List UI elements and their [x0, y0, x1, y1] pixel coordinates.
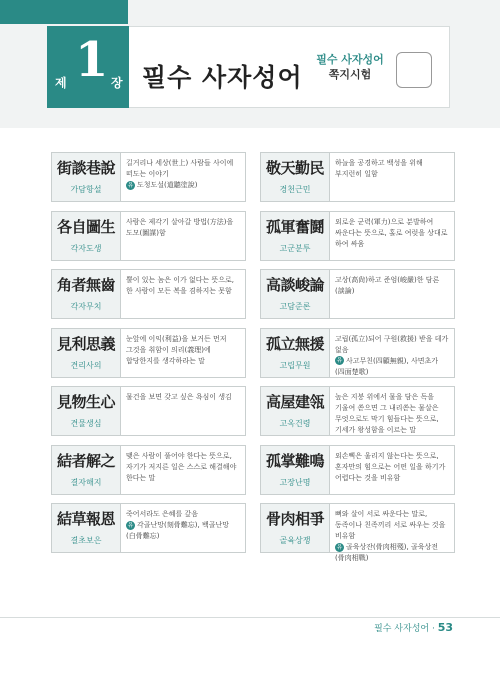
idiom-reading: 각자도생 — [70, 243, 102, 253]
related-mark-icon: 유 — [336, 357, 343, 364]
idiom-meaning-block — [335, 217, 451, 250]
quiz-tag-line2: 쪽지시험 — [328, 68, 372, 81]
idiom-reading: 각자무치 — [70, 302, 102, 311]
idiom-hanja: 骨肉相爭 — [265, 510, 324, 528]
idiom-card — [260, 328, 455, 378]
idiom-hanja: 高屋建瓴 — [265, 393, 324, 411]
header-accent-bar — [0, 0, 128, 24]
idiom-card-header — [261, 329, 330, 377]
idiom-meaning-block — [126, 392, 242, 403]
chapter-badge — [47, 26, 129, 108]
idiom-hanja: 孤掌難鳴 — [265, 451, 324, 470]
idiom-card-header — [261, 270, 330, 318]
related-mark-icon: 유 — [127, 521, 134, 529]
idiom-reading: 고옥건령 — [279, 419, 311, 428]
idiom-card-header — [52, 446, 121, 494]
page-title: 필수 사자성어 — [142, 63, 303, 92]
quiz-score-box[interactable] — [396, 52, 432, 88]
idiom-meaning-block — [126, 275, 242, 297]
idiom-meaning-block — [335, 275, 451, 297]
idiom-card — [260, 386, 455, 436]
idiom-reading: 결자해지 — [70, 477, 102, 487]
idiom-card — [260, 503, 455, 562]
idiom-card-header — [261, 387, 330, 435]
idiom-card — [51, 328, 246, 378]
idiom-card-header — [261, 446, 330, 494]
idiom-meaning: 눈앞에 이익(利益)을 보거든 먼저 그것을 취함이 의리(義理)에 합당한지를 생각하라는 말 — [126, 334, 227, 365]
idiom-related — [126, 180, 242, 191]
idiom-card-header — [52, 153, 121, 201]
idiom-card-header — [52, 270, 121, 318]
idiom-reading: 고장난명 — [279, 477, 311, 487]
idiom-hanja: 街談巷說 — [56, 159, 115, 177]
idiom-meaning: 맺은 사람이 풀어야 한다는 뜻으로, 자기가 저지른 일은 스스로 해결해야 한다는 말 — [126, 451, 237, 482]
idiom-meaning-block — [335, 158, 451, 180]
idiom-card — [51, 386, 246, 436]
idiom-hanja: 見利思義 — [56, 334, 115, 353]
idiom-meaning: 뼈와 살이 서로 싸운다는 말로, 동족이나 친족끼리 서로 싸우는 것을 비유함 — [335, 510, 446, 540]
idiom-related-text: 각골난망(刻骨難忘), 백골난망(白骨難忘) — [126, 521, 230, 540]
idiom-card — [51, 503, 246, 553]
idiom-card-header — [52, 387, 121, 435]
idiom-meaning-block — [126, 217, 242, 239]
idiom-reading: 골육상쟁 — [279, 536, 311, 545]
idiom-card-header — [261, 153, 330, 201]
footer — [374, 621, 453, 634]
idiom-card-header — [261, 212, 330, 260]
idiom-meaning-block — [126, 509, 242, 542]
idiom-meaning: 고립(孤立)되어 구원(救援) 받을 데가 없음 — [335, 334, 449, 354]
idiom-hanja: 孤軍奮鬪 — [265, 217, 324, 236]
idiom-hanja: 角者無齒 — [56, 276, 115, 294]
related-mark-icon: 유 — [336, 543, 343, 551]
idiom-related-text: 도청도설(道聽塗說) — [137, 181, 198, 189]
footer-label: 필수 사자성어 · — [374, 624, 435, 634]
idiom-reading: 가담항설 — [70, 185, 102, 194]
related-mark-icon: 유 — [127, 181, 134, 189]
footer-divider — [0, 617, 500, 618]
idiom-reading: 고담준론 — [279, 302, 311, 311]
idiom-related — [335, 356, 451, 378]
idiom-reading: 경천근민 — [279, 185, 311, 194]
idiom-reading: 결초보은 — [70, 536, 102, 545]
idiom-card — [51, 445, 246, 495]
idiom-meaning-block — [335, 451, 451, 484]
idiom-reading: 견리사의 — [70, 360, 102, 370]
idiom-reading: 고군분투 — [279, 243, 311, 253]
idiom-hanja: 高談峻論 — [265, 276, 324, 294]
idiom-meaning-block — [126, 334, 242, 367]
idiom-meaning: 높은 지붕 위에서 물을 담은 독을 기울여 쏟으면 그 내리쏟는 물살은 무엇으로도 막기 힘들다는 뜻으로, 기세가 왕성함을 이르는 말 — [335, 393, 439, 434]
idiom-meaning-block — [335, 334, 451, 378]
idiom-reading: 고립무원 — [279, 360, 311, 370]
chapter-number: 1 — [75, 32, 109, 88]
idiom-meaning-block — [335, 509, 451, 564]
idiom-reading: 견물생심 — [70, 419, 102, 428]
quiz-tag-line1: 필수 사자성어 — [316, 53, 384, 66]
idiom-related — [126, 520, 242, 542]
idiom-meaning: 고상(高尙)하고 준엄(峻嚴)한 담론(談論) — [335, 276, 440, 295]
idiom-card — [260, 211, 455, 261]
idiom-hanja: 孤立無援 — [265, 334, 324, 353]
idiom-meaning-block — [335, 392, 451, 436]
idiom-hanja: 各自圖生 — [56, 217, 115, 236]
idiom-meaning-block — [126, 451, 242, 484]
idiom-card — [260, 445, 455, 495]
chapter-suffix: 장 — [111, 76, 123, 90]
quiz-tag — [310, 52, 390, 82]
idiom-meaning: 외로운 군력(軍力)으로 분발하여 싸운다는 뜻으로, 홀로 여럿을 상대로 하여 싸움 — [335, 217, 448, 248]
idiom-card — [51, 152, 246, 202]
idiom-hanja: 敬天勤民 — [265, 159, 324, 177]
idiom-meaning: 죽어서라도 은혜를 갚음 — [126, 510, 199, 518]
idiom-related-text: 골육상잔(骨肉相殘), 골육상전(骨肉相戰) — [335, 543, 439, 562]
idiom-meaning-block — [126, 158, 242, 191]
idiom-meaning: 사람은 제각기 살아갈 방법(方法)을 도모(圖謀)함 — [126, 217, 234, 237]
idiom-card-header — [52, 212, 121, 260]
idiom-card — [51, 211, 246, 261]
idiom-hanja: 見物生心 — [56, 393, 115, 411]
idiom-card-header — [52, 504, 121, 552]
idiom-meaning: 하늘을 공경하고 백성을 위해 부지런히 일함 — [335, 159, 423, 178]
idiom-card — [51, 269, 246, 319]
idiom-card-header — [52, 329, 121, 377]
idiom-meaning: 물건을 보면 갖고 싶은 욕심이 생김 — [126, 393, 232, 401]
idiom-meaning: 뿔이 있는 놈은 이가 없다는 뜻으로, 한 사람이 모든 복을 겸하지는 못함 — [126, 276, 235, 295]
idiom-hanja: 結者解之 — [56, 451, 115, 470]
idiom-related — [335, 542, 451, 564]
idiom-related-text: 사고무친(四顧無親), 사면초가(四面楚歌) — [335, 356, 439, 376]
idiom-card — [260, 152, 455, 202]
idiom-meaning: 외손뼉은 울리지 않는다는 뜻으로, 혼자만의 힘으로는 어떤 일을 하기가 어렵다는 것을 비유함 — [335, 451, 446, 482]
chapter-prefix: 제 — [55, 76, 67, 90]
idiom-card-header — [261, 504, 330, 552]
idiom-card — [260, 269, 455, 319]
idiom-meaning: 길거리나 세상(世上) 사람들 사이에 떠도는 이야기 — [126, 159, 234, 178]
page-number: 53 — [437, 621, 453, 634]
idiom-hanja: 結草報恩 — [56, 510, 115, 528]
